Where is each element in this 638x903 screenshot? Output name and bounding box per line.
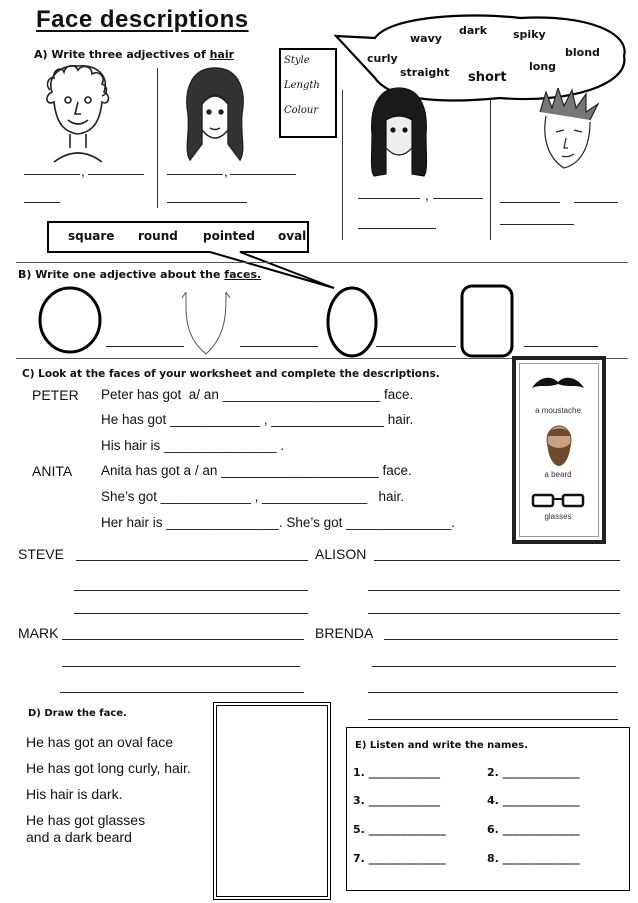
category-length: Length bbox=[284, 80, 320, 91]
category-style: Style bbox=[284, 55, 310, 66]
face-anita-image bbox=[180, 64, 250, 166]
bubble-word-curly: curly bbox=[367, 52, 398, 65]
anita-line-2: She’s got ____________ , ______________ hair. bbox=[101, 489, 405, 504]
answer-blank[interactable] bbox=[62, 666, 300, 667]
bubble-word-long: long bbox=[529, 60, 557, 73]
answer-blank[interactable] bbox=[74, 613, 308, 614]
anita-label: ANITA bbox=[32, 463, 73, 479]
answer-blank[interactable] bbox=[167, 174, 223, 175]
bubble-word-straight: straight bbox=[400, 66, 450, 79]
sidebar-label-glasses: glasses bbox=[544, 512, 572, 521]
description-line-5: and a dark beard bbox=[26, 829, 132, 845]
answer-3[interactable]: 3. _____________ bbox=[353, 794, 441, 807]
section-divider bbox=[16, 262, 628, 263]
answer-2[interactable]: 2. ______________ bbox=[487, 766, 580, 779]
answer-blank[interactable] bbox=[62, 639, 304, 640]
answer-blank[interactable] bbox=[500, 224, 574, 225]
answer-blank[interactable] bbox=[524, 346, 598, 347]
name-brenda: BRENDA bbox=[315, 625, 374, 641]
divider bbox=[342, 90, 343, 240]
bubble-word-short: short bbox=[468, 70, 507, 85]
beard-icon bbox=[542, 424, 576, 468]
answer-blank[interactable] bbox=[376, 346, 456, 347]
drawing-box[interactable] bbox=[213, 702, 331, 900]
answer-blank[interactable] bbox=[358, 198, 420, 199]
name-alison: ALISON bbox=[315, 546, 367, 562]
answer-blank[interactable] bbox=[167, 202, 247, 203]
description-line-4: He has got glasses bbox=[26, 812, 146, 828]
description-line-1: He has got an oval face bbox=[26, 734, 174, 750]
section-a-instruction-keyword: hair bbox=[209, 48, 235, 61]
answer-blank[interactable] bbox=[240, 346, 318, 347]
sidebar-label-beard: a beard bbox=[544, 470, 572, 479]
answer-blank[interactable] bbox=[500, 202, 560, 203]
section-b-instruction bbox=[18, 268, 261, 281]
answer-blank[interactable] bbox=[106, 346, 184, 347]
description-line-3: His hair is dark. bbox=[26, 786, 123, 802]
answer-1[interactable]: 1. _____________ bbox=[353, 766, 441, 779]
name-steve: STEVE bbox=[18, 546, 64, 562]
peter-label: PETER bbox=[32, 387, 79, 403]
category-colour: Colour bbox=[284, 105, 319, 116]
shape-word-pointed: pointed bbox=[203, 229, 255, 243]
answer-blank[interactable] bbox=[358, 228, 436, 229]
answer-8[interactable]: 8. ______________ bbox=[487, 852, 580, 865]
divider bbox=[490, 95, 491, 240]
face-spiky-boy-image bbox=[532, 88, 604, 180]
answer-blank[interactable] bbox=[433, 198, 483, 199]
section-b-instruction-text: B) Write one adjective about the bbox=[18, 268, 225, 281]
section-d-instruction: D) Draw the face. bbox=[28, 708, 127, 719]
anita-line-1: Anita has got a / an _____________________ face. bbox=[101, 463, 412, 478]
peter-line-1: Peter has got a/ an _____________________ face. bbox=[101, 387, 414, 402]
bubble-word-blond: blond bbox=[565, 46, 600, 59]
answer-blank[interactable] bbox=[24, 174, 80, 175]
section-a-instruction bbox=[34, 48, 234, 61]
section-b-instruction-keyword: faces. bbox=[224, 268, 262, 281]
bubble-word-spiky: spiky bbox=[513, 28, 546, 41]
shape-word-oval: oval bbox=[278, 229, 307, 243]
blank-separator: , bbox=[425, 188, 429, 203]
answer-5[interactable]: 5. ______________ bbox=[353, 823, 446, 836]
sidebar-label-moustache: a moustache bbox=[535, 406, 581, 415]
glasses-icon bbox=[530, 492, 586, 508]
answer-blank[interactable] bbox=[368, 719, 618, 720]
bubble-word-wavy: wavy bbox=[410, 32, 442, 45]
answer-4[interactable]: 4. ______________ bbox=[487, 794, 580, 807]
answer-blank[interactable] bbox=[368, 613, 620, 614]
answer-blank[interactable] bbox=[374, 560, 620, 561]
peter-line-2: He has got ____________ , _______________ hair. bbox=[101, 412, 414, 427]
shape-word-round: round bbox=[138, 229, 178, 243]
answer-blank[interactable] bbox=[384, 639, 618, 640]
answer-6[interactable]: 6. ______________ bbox=[487, 823, 580, 836]
answer-blank[interactable] bbox=[230, 174, 296, 175]
face-peter-image bbox=[40, 62, 116, 166]
section-e-box bbox=[346, 727, 630, 891]
hair-categories-box bbox=[279, 48, 337, 138]
peter-line-3: His hair is _______________ . bbox=[101, 438, 285, 453]
accessories-sidebar bbox=[512, 356, 606, 544]
answer-7[interactable]: 7. ______________ bbox=[353, 852, 446, 865]
blank-separator: , bbox=[81, 164, 85, 179]
moustache-icon bbox=[530, 376, 586, 392]
page-title: Face descriptions bbox=[36, 6, 249, 33]
blank-separator: , bbox=[224, 164, 228, 179]
section-c-instruction: C) Look at the faces of your worksheet and complete the descriptions. bbox=[22, 368, 440, 380]
shape-word-square: square bbox=[68, 229, 115, 243]
bubble-word-dark: dark bbox=[459, 24, 488, 37]
answer-blank[interactable] bbox=[24, 202, 60, 203]
answer-blank[interactable] bbox=[60, 692, 304, 693]
answer-blank[interactable] bbox=[74, 590, 308, 591]
answer-blank[interactable] bbox=[88, 174, 144, 175]
answer-blank[interactable] bbox=[574, 202, 618, 203]
section-e-instruction: E) Listen and write the names. bbox=[355, 740, 528, 751]
face-alison-image bbox=[366, 86, 432, 178]
answer-blank[interactable] bbox=[372, 666, 616, 667]
face-shapes-row bbox=[36, 284, 626, 360]
divider bbox=[157, 68, 158, 208]
answer-blank[interactable] bbox=[76, 560, 308, 561]
section-a-instruction-text: A) Write three adjectives of bbox=[34, 48, 210, 61]
name-mark: MARK bbox=[18, 625, 59, 641]
description-line-2: He has got long curly, hair. bbox=[26, 760, 191, 776]
anita-line-3: Her hair is _______________. She’s got ______________. bbox=[101, 515, 456, 530]
answer-blank[interactable] bbox=[368, 590, 620, 591]
answer-blank[interactable] bbox=[368, 692, 618, 693]
